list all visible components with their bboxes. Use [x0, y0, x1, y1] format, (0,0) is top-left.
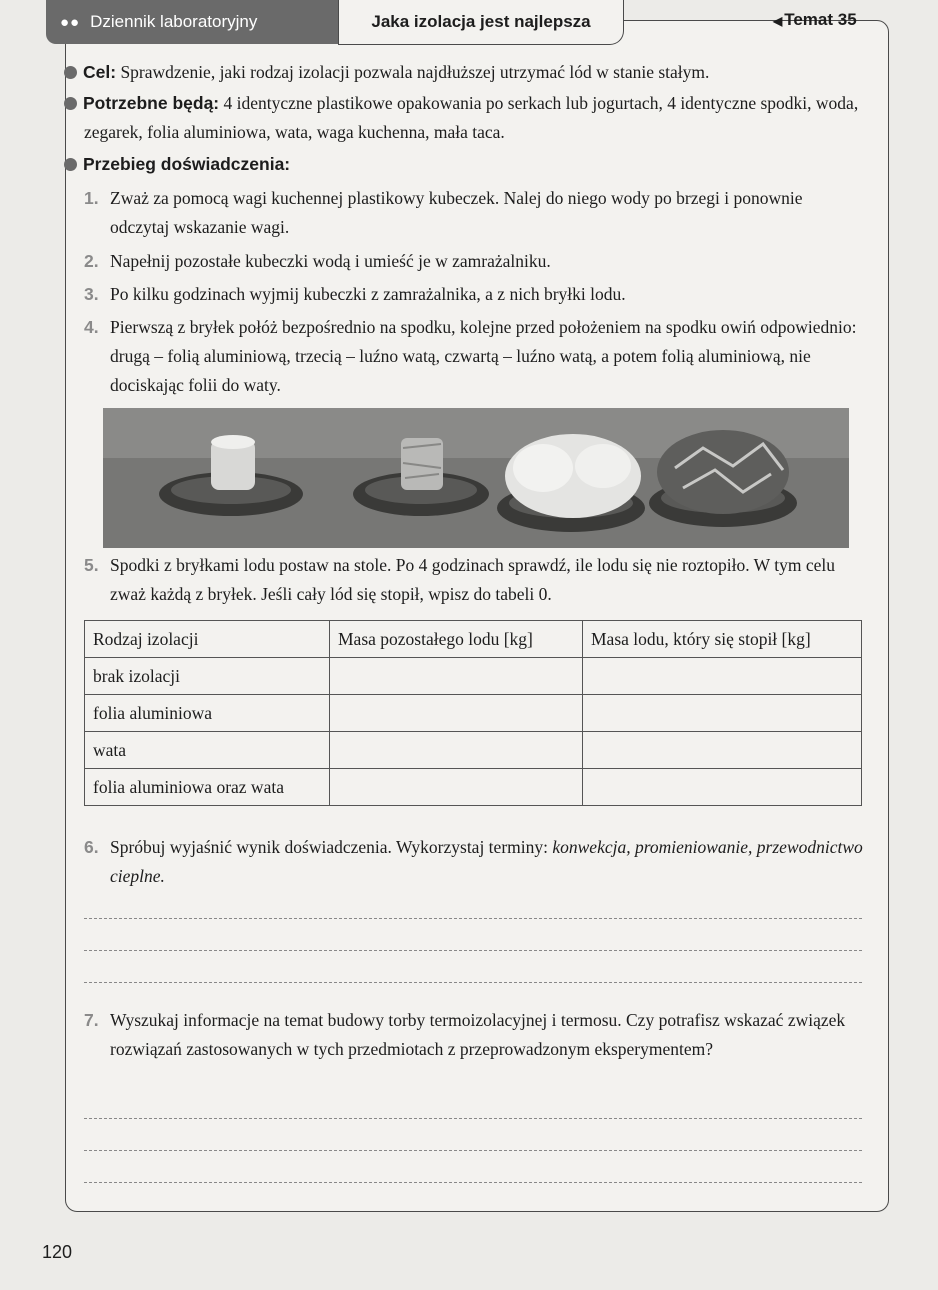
- answer-line[interactable]: [84, 982, 862, 983]
- step-number: 2.: [84, 251, 99, 271]
- step-text: Spodki z bryłkami lodu postaw na stole. Po 4 godzinach sprawdź, ile lodu się nie roztopiło. W tym celu zważ każdą z bryłek. Jeśli cały lód się stopił, wpisz do tabeli 0.: [110, 555, 835, 604]
- step-text: Napełnij pozostałe kubeczki wodą i umieść je w zamrażalniku.: [110, 251, 551, 271]
- table-input-cell[interactable]: [583, 769, 862, 806]
- step-text: Po kilku godzinach wyjmij kubeczki z zamrażalnika, a z nich bryłki lodu.: [110, 284, 626, 304]
- table-header-cell: Rodzaj izolacji: [85, 621, 330, 658]
- materials-paragraph: [84, 89, 866, 147]
- step-terms: konwekcja, promieniowanie, przewodnictwo cieplne.: [110, 837, 863, 886]
- step-6: [84, 833, 866, 891]
- answer-line[interactable]: [84, 1150, 862, 1151]
- results-table: [84, 620, 862, 806]
- goal-text: Sprawdzenie, jaki rodzaj izolacji pozwala najdłuższej utrzymać lód w stanie stałym.: [116, 62, 710, 82]
- step-text: Wyszukaj informacje na temat budowy torby termoizolacyjnej i termosu. Czy potrafisz wskazać związek rozwiązań zastosowanych w tych przedmiotach z przeprowadzonym eksperymentem?: [110, 1010, 846, 1059]
- procedure-heading: [84, 150, 866, 179]
- table-input-cell[interactable]: [330, 769, 583, 806]
- topic-label: [773, 10, 857, 30]
- table-row: [85, 658, 862, 695]
- ice-saucers-illustration: [103, 408, 849, 548]
- topic-text: Temat 35: [784, 10, 857, 29]
- step-number: 7.: [84, 1010, 99, 1030]
- bullet-icon: [64, 97, 77, 110]
- materials-text: 4 identyczne plastikowe opakowania po serkach lub jogurtach, 4 identyczne spodki, woda, zegarek, folia aluminiowa, wata, waga kuchenna, mała taca.: [84, 93, 859, 142]
- procedure-label: Przebieg doświadczenia:: [83, 154, 291, 174]
- step-number: 1.: [84, 188, 99, 208]
- triangle-left-icon: ◀: [773, 14, 783, 28]
- step-1: [84, 184, 866, 242]
- table-header-row: [85, 621, 862, 658]
- step-text: Pierwszą z bryłek połóż bezpośrednio na spodku, kolejne przed położeniem na spodku owiń odpowiednio: drugą – folią aluminiową, trzecią – luźno watą, czwartą – luźno watą, a potem folią aluminiową, nie dociskając folii do waty.: [110, 317, 857, 395]
- step-text: Spróbuj wyjaśnić wynik doświadczenia. Wykorzystaj terminy:: [110, 837, 553, 857]
- step-7: [84, 1006, 866, 1064]
- step-3: [84, 280, 866, 309]
- step-4: [84, 313, 866, 400]
- step-5: [84, 551, 866, 609]
- goal-label: Cel:: [83, 62, 117, 82]
- table-header-cell: Masa pozostałego lodu [kg]: [330, 621, 583, 658]
- table-input-cell[interactable]: [583, 732, 862, 769]
- bullet-icon: [64, 66, 77, 79]
- step-text: Zważ za pomocą wagi kuchennej plastikowy kubeczek. Nalej do niego wody po brzegi i ponownie odczytaj wskazanie wagi.: [110, 188, 803, 237]
- dots-icon: ●●: [60, 13, 81, 31]
- table-cell: brak izolacji: [85, 658, 330, 695]
- table-cell: wata: [85, 732, 330, 769]
- table-cell: folia aluminiowa: [85, 695, 330, 732]
- ice-saucers-photo: [103, 408, 849, 548]
- bullet-icon: [64, 158, 77, 171]
- step-number: 6.: [84, 837, 99, 857]
- page-number: 120: [42, 1242, 73, 1262]
- table-input-cell[interactable]: [583, 658, 862, 695]
- table-input-cell[interactable]: [583, 695, 862, 732]
- section-label: Dziennik laboratoryjny: [90, 12, 258, 31]
- answer-line[interactable]: [84, 1182, 862, 1183]
- step-number: 4.: [84, 317, 99, 337]
- answer-line[interactable]: [84, 950, 862, 951]
- step-number: 3.: [84, 284, 99, 304]
- table-cell: folia aluminiowa oraz wata: [85, 769, 330, 806]
- table-input-cell[interactable]: [330, 732, 583, 769]
- page-title: Jaka izolacja jest najlepsza: [338, 0, 624, 45]
- step-2: [84, 247, 866, 276]
- answer-line[interactable]: [84, 1118, 862, 1119]
- section-tab: [46, 0, 338, 44]
- step-number: 5.: [84, 555, 99, 575]
- table-input-cell[interactable]: [330, 658, 583, 695]
- table-input-cell[interactable]: [330, 695, 583, 732]
- table-row: [85, 769, 862, 806]
- goal-paragraph: [84, 58, 866, 87]
- materials-label: Potrzebne będą:: [83, 93, 220, 113]
- table-row: [85, 695, 862, 732]
- answer-line[interactable]: [84, 918, 862, 919]
- table-row: [85, 732, 862, 769]
- table-header-cell: Masa lodu, który się stopił [kg]: [583, 621, 862, 658]
